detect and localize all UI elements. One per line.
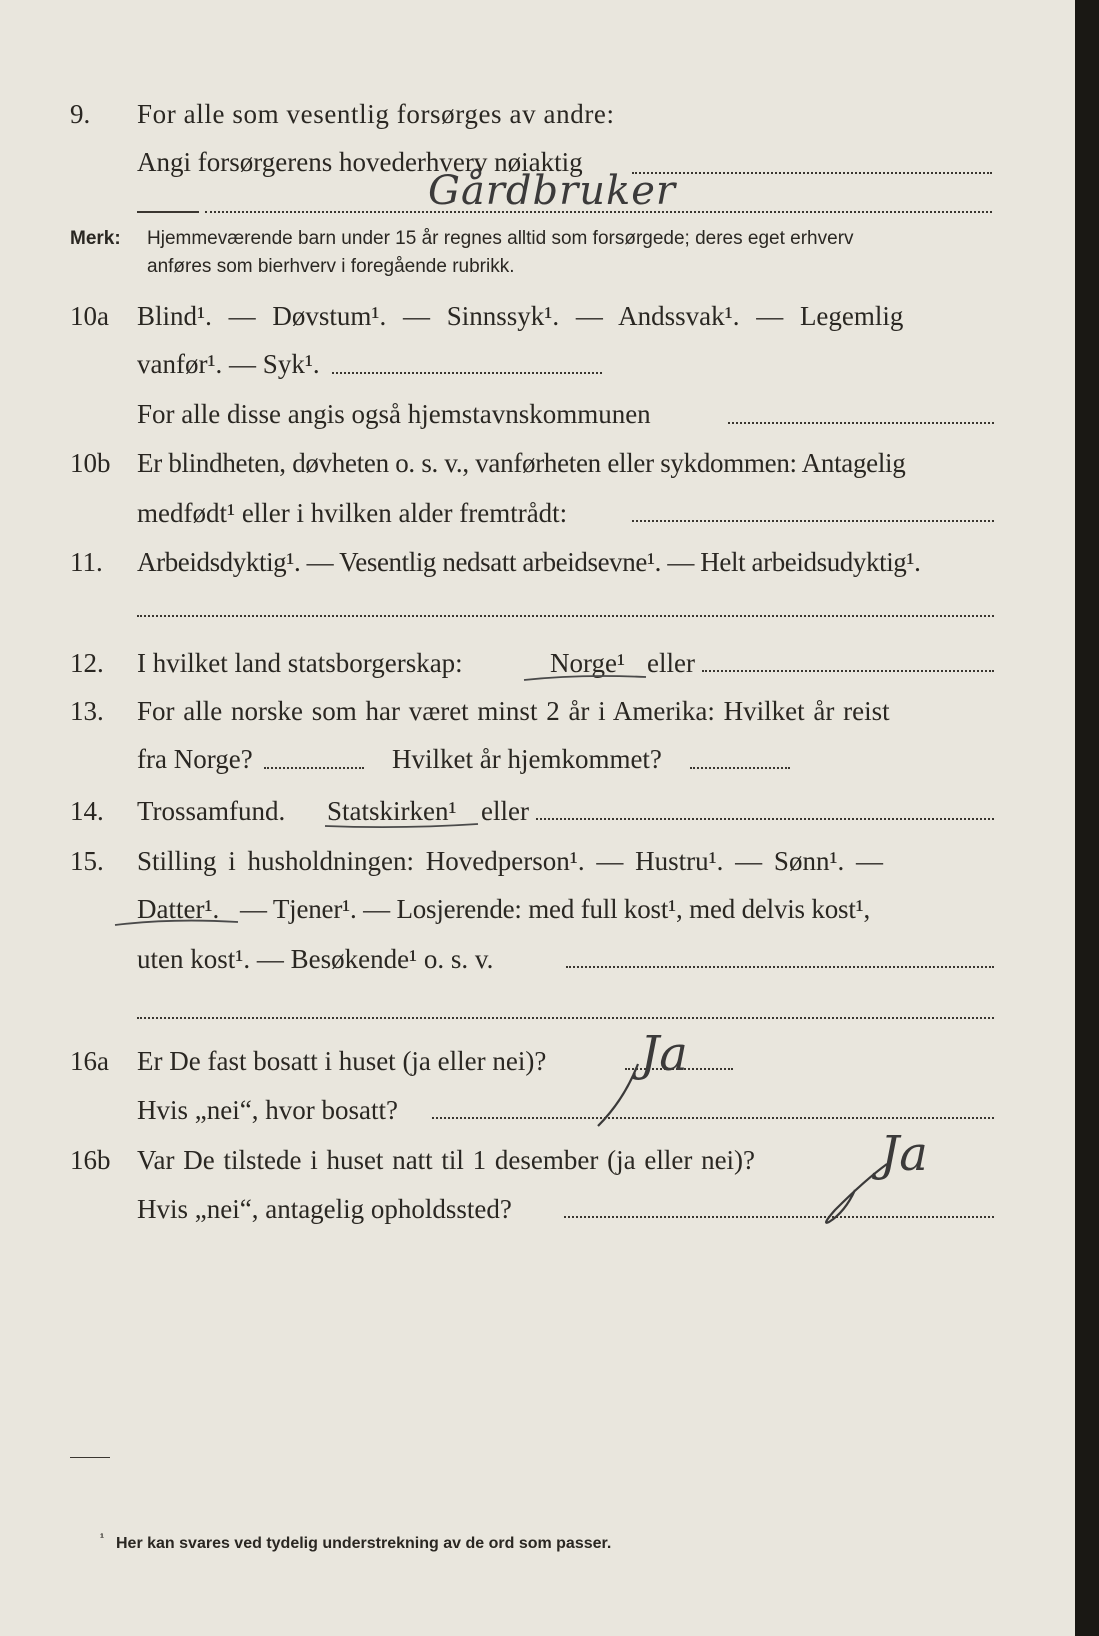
q13-line1: For alle norske som har været minst 2 år i Amerika: Hvilket år reist xyxy=(137,696,890,726)
q14-number: 14. xyxy=(70,796,104,826)
q9-answer-line1[interactable] xyxy=(632,172,992,174)
q16b-handwritten-answer: Ja xyxy=(880,1126,928,1182)
q11-line1: Arbeidsdyktig¹. — Vesentlig nedsatt arbeidsevne¹. — Helt arbeidsudyktig¹. xyxy=(137,547,921,577)
merk-line1: Hjemmeværende barn under 15 år regnes alltid som forsørgede; deres eget erhverv xyxy=(147,228,854,249)
q11-answer-line[interactable] xyxy=(137,615,994,617)
q9-number: 9. xyxy=(70,99,91,129)
q10a-line3: For alle disse angis også hjemstavnskommunen xyxy=(137,399,651,429)
q9-answer-line2-start xyxy=(137,211,199,213)
q16a-handwritten-answer: Ja xyxy=(640,1026,688,1082)
q16a-number: 16a xyxy=(70,1046,109,1076)
q15-answer-line2[interactable] xyxy=(137,1017,994,1019)
q12-answer-line[interactable] xyxy=(702,670,994,672)
q10a-hjemstavn-line[interactable] xyxy=(728,422,994,424)
q10b-line2: medfødt¹ eller i hvilken alder fremtrådt: xyxy=(137,498,568,528)
q15-answer-line[interactable] xyxy=(566,966,994,968)
q12-number: 12. xyxy=(70,648,104,678)
q12-norge-underline xyxy=(520,672,650,686)
footnote xyxy=(100,1531,612,1553)
merk-label: Merk: xyxy=(70,228,121,249)
footnote-text: Her kan svares ved tydelig understrekning av de ord som passer. xyxy=(116,1535,612,1552)
q10b-number: 10b xyxy=(70,448,111,478)
q16b-line1: Var De tilstede i huset natt til 1 desember (ja eller nei)? xyxy=(137,1145,756,1175)
q9-handwritten-answer: Gårdbruker xyxy=(428,168,677,214)
merk-line2: anføres som bierhverv i foregående rubrikk. xyxy=(147,256,515,277)
q16b-opholdssted-line[interactable] xyxy=(564,1216,994,1218)
q12-line1-post: eller xyxy=(647,648,695,678)
q12-norge-option[interactable]: Norge¹ xyxy=(550,648,626,678)
q13-line2b: Hvilket år hjemkommet? xyxy=(392,744,662,774)
q16a-line1: Er De fast bosatt i huset (ja eller nei)? xyxy=(137,1046,547,1076)
q10b-line1: Er blindheten, døvheten o. s. v., vanførheten eller sykdommen: Antagelig xyxy=(137,448,906,478)
q15-line3: uten kost¹. — Besøkende¹ o. s. v. xyxy=(137,944,494,974)
q14-post: eller xyxy=(481,796,529,826)
q9-line1: For alle som vesentlig forsørges av andre: xyxy=(137,99,615,129)
q15-datter-option[interactable]: Datter¹. xyxy=(137,894,220,924)
q14-statskirken-option[interactable]: Statskirken¹ xyxy=(327,796,457,826)
q14-statskirken-underline xyxy=(322,820,482,834)
q9-line2: Angi forsørgerens hovederhverv nøiaktig xyxy=(137,147,583,177)
q13-reist-line[interactable] xyxy=(264,767,364,769)
q15-number: 15. xyxy=(70,846,104,876)
q16a-line2: Hvis „nei“, hvor bosatt? xyxy=(137,1095,398,1125)
q13-hjemkommet-line[interactable] xyxy=(690,767,790,769)
footnote-mark: ¹ xyxy=(100,1531,104,1545)
q13-line2a: fra Norge? xyxy=(137,744,253,774)
q16b-answer-stroke xyxy=(815,1160,895,1230)
q16b-number: 16b xyxy=(70,1145,111,1175)
q13-number: 13. xyxy=(70,696,104,726)
q10b-answer-line[interactable] xyxy=(632,520,994,522)
q16a-answer-stroke xyxy=(594,1060,644,1130)
q15-line2-rest: — Tjener¹. — Losjerende: med full kost¹, med delvis kost¹, xyxy=(240,894,871,924)
q15-line1: Stilling i husholdningen: Hovedperson¹. — Hustru¹. — Sønn¹. — xyxy=(137,846,884,876)
q10a-line1: Blind¹. — Døvstum¹. — Sinnssyk¹. — Andssvak¹. — Legemlig xyxy=(137,301,904,331)
q10a-answer-line[interactable] xyxy=(332,372,602,374)
q15-datter-underline xyxy=(112,914,242,930)
q16a-bosatt-line[interactable] xyxy=(432,1117,994,1119)
q16b-line2: Hvis „nei“, antagelig opholdssted? xyxy=(137,1194,512,1224)
q14-answer-line[interactable] xyxy=(536,818,994,820)
footnote-rule xyxy=(70,1457,110,1458)
q11-number: 11. xyxy=(70,547,103,577)
q14-pre: Trossamfund. xyxy=(137,796,286,826)
q10a-line2: vanfør¹. — Syk¹. xyxy=(137,349,320,379)
q12-line1-pre: I hvilket land statsborgerskap: xyxy=(137,648,463,678)
q10a-number: 10a xyxy=(70,301,109,331)
